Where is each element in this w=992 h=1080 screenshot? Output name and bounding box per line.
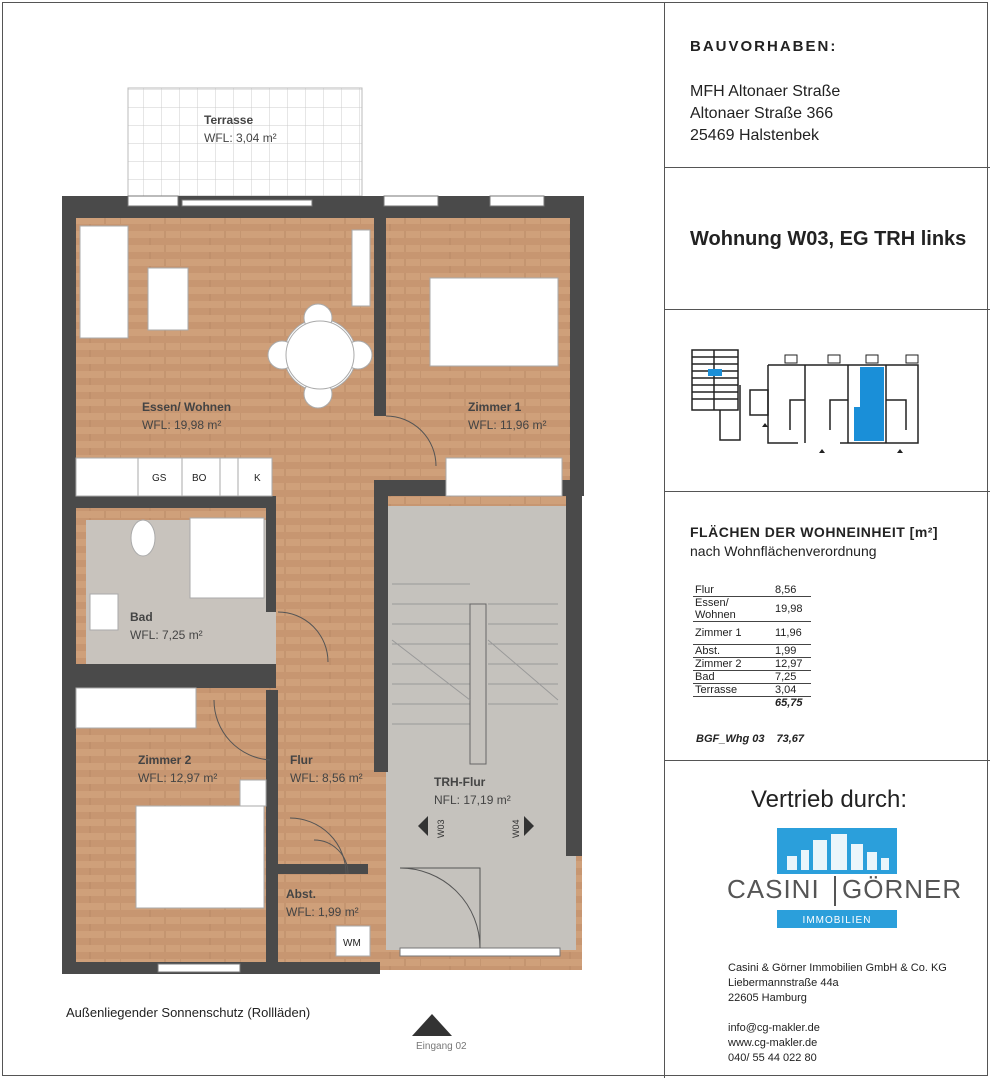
areas-title: FLÄCHEN DER WOHNEINHEIT [m²] [690,524,939,540]
entrance-label: Eingang 02 [416,1041,467,1052]
area-value: 19,98 [773,597,811,622]
area-name: Zimmer 1 [693,622,773,645]
area-value: 11,96 [773,622,811,645]
door-label-w03: W03 [436,819,446,838]
area-name: Terrasse [693,684,773,697]
project-address [690,81,840,147]
contact-city: 22605 Hamburg [728,992,807,1004]
room-area: WFL: 8,56 m² [290,771,363,785]
contact-details [728,1021,820,1066]
bgf-value: 73,67 [776,733,804,745]
key-plan [690,345,950,455]
entrance-arrow [412,1014,452,1036]
room-area: NFL: 17,19 m² [434,793,511,807]
logo-tag: IMMOBILIEN [802,915,872,926]
project-line: MFH Altonaer Straße [690,83,841,100]
area-value: 7,25 [773,671,811,684]
table-row [693,645,811,658]
room-name: Zimmer 1 [468,400,522,414]
table-row [693,597,811,622]
room-area: WFL: 1,99 m² [286,905,359,919]
area-value: 1,99 [773,645,811,658]
room-name: Essen/ Wohnen [142,400,232,414]
company-logo [725,828,963,932]
area-value: 12,97 [773,658,811,671]
project-line: Altonaer Straße 366 [690,105,834,122]
bgf-line [696,733,804,745]
area-name: Zimmer 2 [693,658,773,671]
table-row [693,584,811,597]
areas-table [693,584,811,709]
area-name: Flur [693,584,773,597]
kitchen-label: K [254,473,261,484]
table-row [693,658,811,671]
table-row [693,684,811,697]
kitchen-label: GS [152,473,167,484]
vertrieb-heading: Vertrieb durch: [750,786,908,813]
room-area: WFL: 7,25 m² [130,628,203,642]
room-name: TRH-Flur [434,775,486,789]
kitchen-label: BO [192,473,207,484]
contact-street: Liebermannstraße 44a [728,977,839,989]
table-row [693,622,811,645]
sun-protection-note: Außenliegender Sonnenschutz (Rollläden) [66,1005,311,1020]
contact-email[interactable]: info@cg-makler.de [728,1022,820,1034]
contact-web[interactable]: www.cg-makler.de [728,1037,818,1049]
room-area: WFL: 19,98 m² [142,418,222,432]
logo-text-left: CASINI [727,874,820,904]
area-name: Essen/ Wohnen [693,597,773,622]
project-heading: BAUVORHABEN: [690,38,838,55]
divider [664,167,990,168]
area-name: Bad [693,671,773,684]
room-area: WFL: 3,04 m² [204,131,277,145]
room-area: WFL: 12,97 m² [138,771,218,785]
logo-text-right: GÖRNER [842,874,963,904]
areas-subtitle: nach Wohnflächenverordnung [690,543,877,559]
project-line: 25469 Halstenbek [690,127,819,144]
unit-title: Wohnung W03, EG TRH links [690,228,967,250]
panel-divider [664,2,665,1078]
wm-label: WM [343,938,361,949]
divider [664,309,990,310]
room-name: Flur [290,753,313,767]
stair-hall-floor [386,506,576,950]
logo-separator [834,876,836,906]
room-area: WFL: 11,96 m² [468,418,547,432]
divider [664,491,990,492]
key-plan-unit [854,367,884,441]
area-total: 65,75 [775,697,803,709]
contact-company: Casini & Görner Immobilien GmbH & Co. KG [728,962,947,974]
room-name: Bad [130,610,153,624]
contact-phone: 040/ 55 44 022 80 [728,1052,817,1064]
divider [664,760,990,761]
table-row [693,697,811,710]
room-name: Terrasse [204,113,254,127]
area-name: Abst. [693,645,773,658]
bgf-label: BGF_Whg 03 [696,733,765,745]
door-label-w04: W04 [511,819,521,838]
room-name: Zimmer 2 [138,753,192,767]
table-row [693,671,811,684]
area-value: 3,04 [773,684,811,697]
area-value: 8,56 [773,584,811,597]
room-name: Abst. [286,887,316,901]
key-plan-highlight [708,369,722,376]
contact-address [728,961,947,1006]
